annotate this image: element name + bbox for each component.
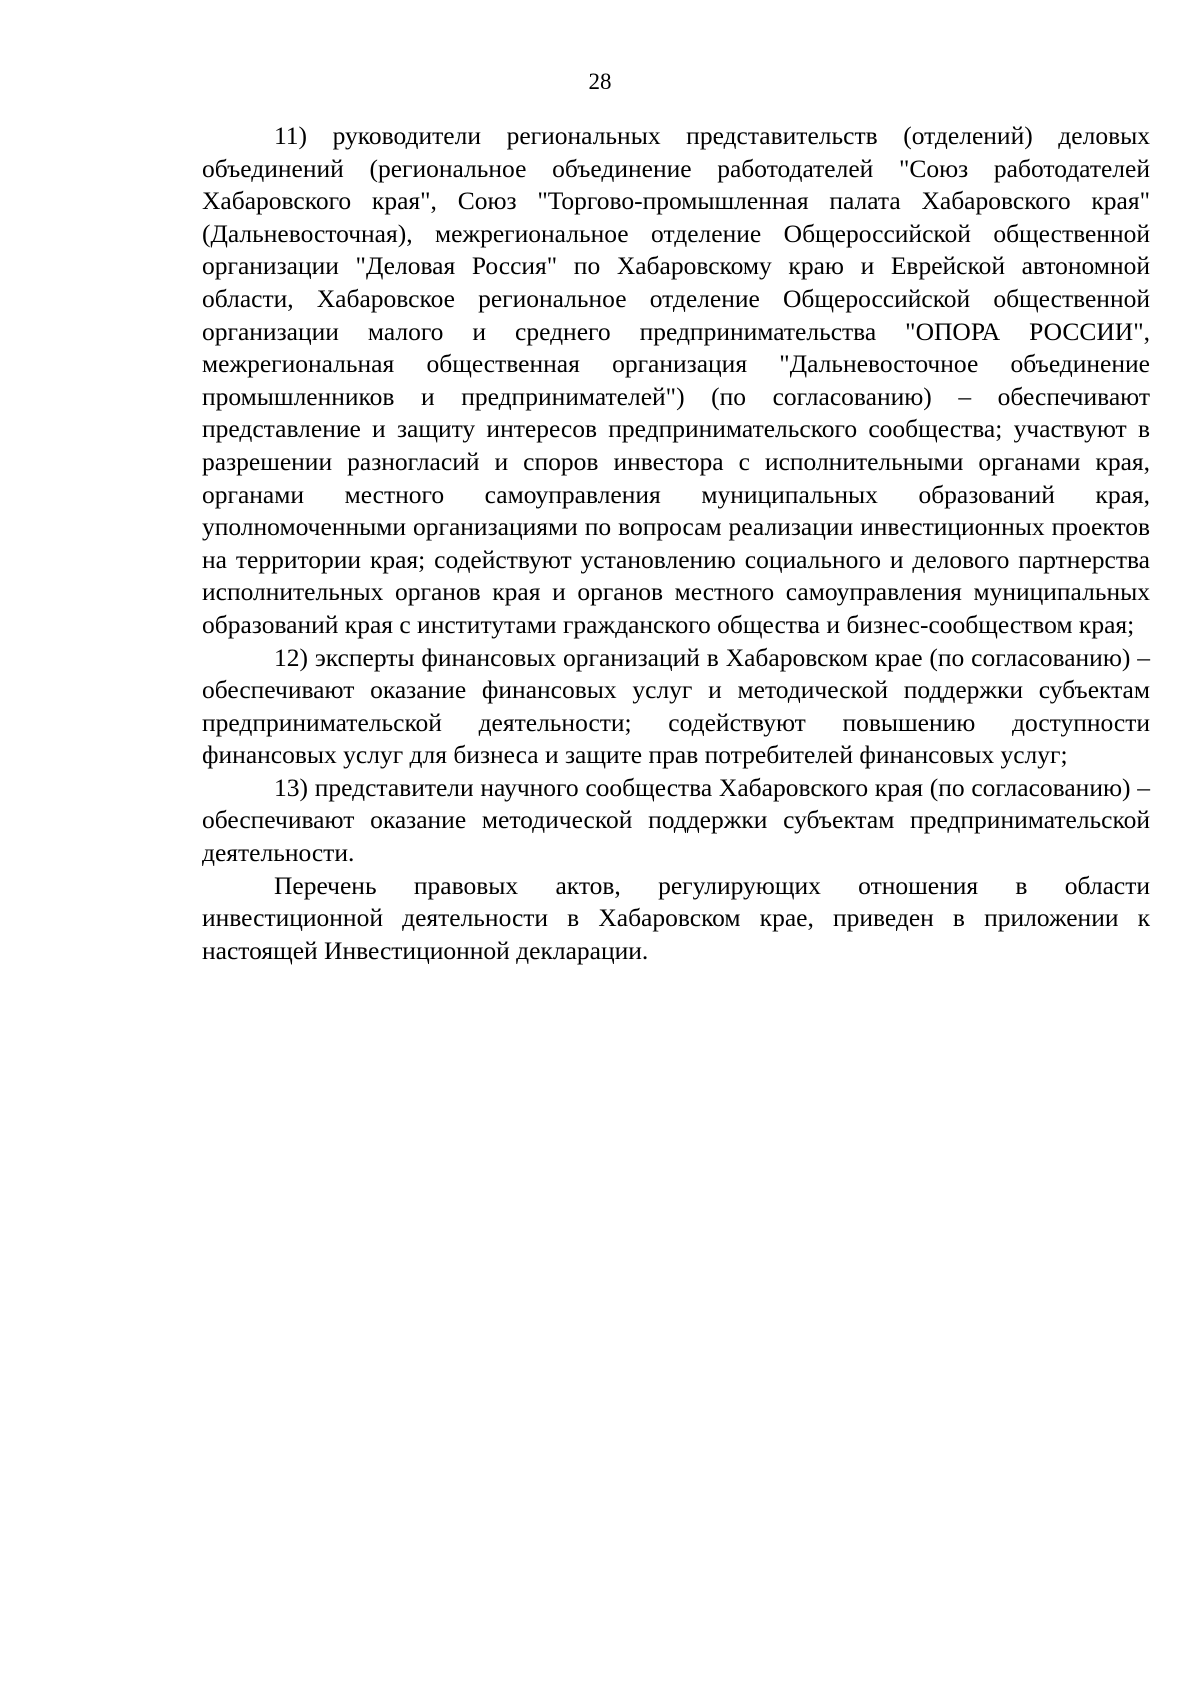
paragraph-item-13: 13) представители научного сообщества Хабаровского края (по согласованию) – обеспечивают оказание методической поддержки субъектам предпринимательской деятельности. (202, 772, 1150, 868)
document-body (202, 120, 1150, 967)
page-number: 28 (588, 69, 612, 94)
paragraph-item-11: 11) руководители региональных представительств (отделений) деловых объединений (региональное объединение работодателей "Союз работодателей Хабаровского края", Союз "Торгово-промышленная палата Хабаровского края" (Дальневосточная), межрегиональное отделение Общероссийской общественной организации "Деловая Россия" по Хабаровскому краю и Еврейской автономной области, Хабаровское региональное отделение Общероссийской общественной организации малого и среднего предпринимательства "ОПОРА РОССИИ", межрегиональная общественная организация "Дальневосточное объединение промышленников и предпринимателей") (по согласованию) – обеспечивают представление и защиту интересов предпринимательского сообщества; участвуют в разрешении разногласий и споров инвестора с исполнительными органами края, органами местного самоуправления муниципальных образований края, уполномоченными организациями по вопросам реализации инвестиционных проектов на территории края; содействуют установлению социального и делового партнерства исполнительных органов края и органов местного самоуправления муниципальных образований края с институтами гражданского общества и бизнес-сообществом края; (202, 121, 1150, 639)
paragraph-legal-acts-note: Перечень правовых актов, регулирующих отношения в области инвестиционной деятельности в Хабаровском крае, приведен в приложении к настоящей Инвестиционной декларации. (202, 870, 1150, 965)
paragraph-item-12: 12) эксперты финансовых организаций в Хабаровском крае (по согласованию) – обеспечивают оказание финансовых услуг и методической поддержки субъектам предпринимательской деятельности; содействуют повышению доступности финансовых услуг для бизнеса и защите прав потребителей финансовых услуг; (202, 642, 1150, 770)
